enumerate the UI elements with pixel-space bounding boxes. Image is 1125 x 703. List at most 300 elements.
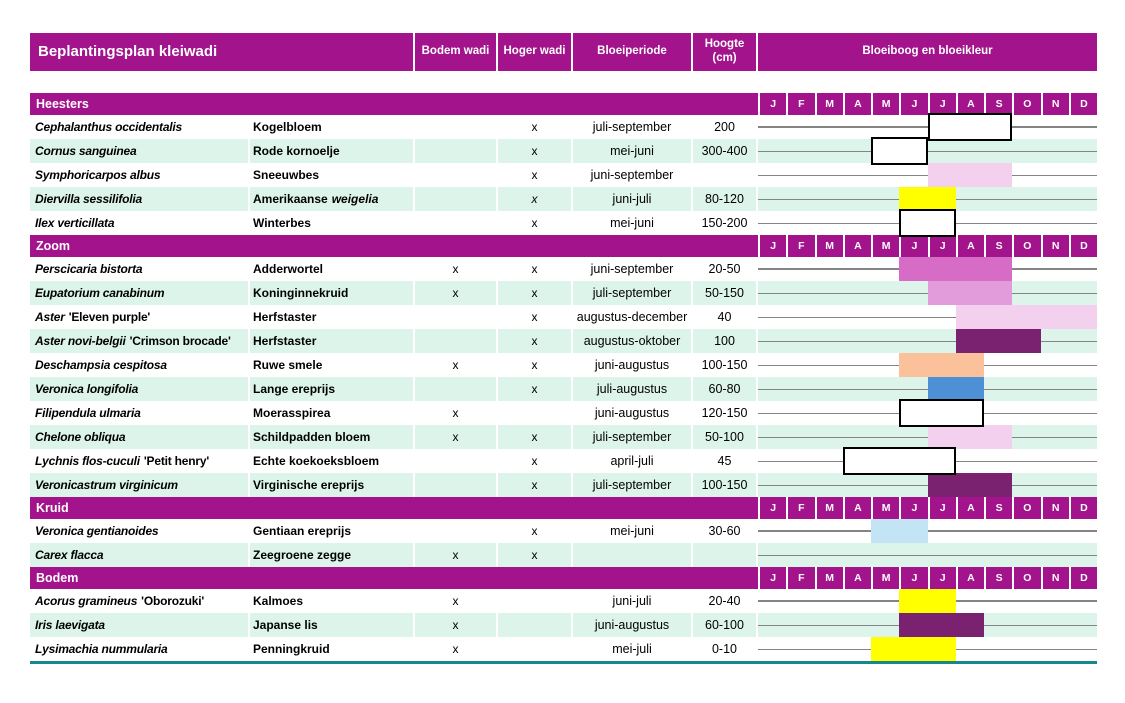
month-cell (787, 199, 815, 200)
hoogte-cell: 80-120 (693, 187, 758, 211)
month-cell (844, 293, 872, 294)
month-cell (758, 341, 787, 342)
common-name-cell (250, 281, 415, 305)
month-cell (1013, 389, 1041, 390)
bloom-bar (956, 329, 1041, 353)
month-grid (758, 163, 1097, 187)
month-header-cell: F (786, 497, 814, 519)
hoogte-cell (693, 163, 758, 187)
month-cell (815, 461, 843, 462)
month-cell (928, 555, 956, 556)
month-cell (844, 126, 872, 128)
month-cell (844, 175, 872, 176)
month-cell (956, 461, 984, 462)
hoger-wadi-cell: x (498, 281, 573, 305)
month-cell (844, 413, 872, 414)
common-name: Ruwe smele (253, 358, 323, 372)
month-cell (900, 293, 928, 294)
bodem-wadi-cell (415, 377, 498, 401)
latin-name-cell (30, 353, 250, 377)
bodem-wadi-cell: x (415, 425, 498, 449)
section-title: Heesters (36, 97, 89, 111)
month-cell (758, 625, 787, 626)
bloom-bar (899, 613, 984, 637)
common-name: Herfstaster (253, 310, 317, 324)
month-cell (844, 151, 872, 152)
month-cell (815, 126, 843, 128)
common-name-cell (250, 257, 415, 281)
latin-name: Eupatorium canabinum (35, 286, 165, 300)
month-cell (758, 317, 787, 318)
month-cell (787, 600, 815, 602)
table-row (30, 449, 1097, 473)
hoger-wadi-cell (498, 589, 573, 613)
month-header-cell: F (786, 235, 814, 257)
bloeiperiode-cell: juli-september (573, 425, 693, 449)
table-row (30, 211, 1097, 235)
latin-name-cell (30, 637, 250, 661)
common-name-cell (250, 401, 415, 425)
month-cell (956, 199, 984, 200)
common-name: Koninginnekruid (253, 286, 349, 300)
common-name-cell (250, 637, 415, 661)
month-header-cell: A (843, 567, 871, 589)
cultivar-name: 'Oborozuki' (141, 594, 205, 608)
latin-name-cell (30, 425, 250, 449)
month-cell (1041, 555, 1069, 556)
month-cell (1069, 151, 1097, 152)
page-title: Beplantingsplan kleiwadi (30, 33, 415, 71)
common-name: Sneeuwbes (253, 168, 320, 182)
bloom-bar (899, 257, 1012, 281)
hoogte-cell: 100-150 (693, 473, 758, 497)
hoogte-cell (693, 543, 758, 567)
month-grid (758, 211, 1097, 235)
latin-name-cell (30, 401, 250, 425)
month-header-cell: N (1041, 567, 1069, 589)
month-cell (1013, 461, 1041, 462)
month-cell (984, 555, 1012, 556)
month-header-cell: M (815, 567, 843, 589)
month-cell (872, 365, 900, 366)
month-cell (1069, 389, 1097, 390)
table-row (30, 257, 1097, 281)
month-cell (787, 293, 815, 294)
bloom-bar (928, 163, 1013, 187)
month-cell (844, 365, 872, 366)
month-cell (815, 625, 843, 626)
bloom-bar (843, 447, 956, 475)
hoogte-cell: 120-150 (693, 401, 758, 425)
month-cell (758, 649, 787, 650)
table-row (30, 543, 1097, 567)
table-row (30, 329, 1097, 353)
month-header-cell: J (928, 235, 956, 257)
month-cell (815, 530, 843, 532)
common-name-italic: weigelia (331, 192, 379, 206)
hoger-wadi-cell: x (498, 139, 573, 163)
bloeiperiode-cell: juni-augustus (573, 353, 693, 377)
month-grid (758, 473, 1097, 497)
month-cell (1013, 485, 1041, 486)
month-cell (900, 389, 928, 390)
month-cell (1069, 126, 1097, 128)
bloeiperiode-cell: juli-september (573, 115, 693, 139)
month-cell (984, 413, 1012, 414)
month-header-cell: M (871, 497, 899, 519)
month-cell (844, 437, 872, 438)
common-name: Kogelbloem (253, 120, 322, 134)
month-header-cell: M (871, 235, 899, 257)
month-cell (758, 293, 787, 294)
hoger-wadi-cell: x (498, 187, 573, 211)
month-cell (844, 555, 872, 556)
month-cell (900, 555, 928, 556)
month-cell (872, 317, 900, 318)
table-row (30, 163, 1097, 187)
month-cell (1013, 625, 1041, 626)
bloeiperiode-cell: mei-juni (573, 519, 693, 543)
month-header-cell: M (871, 93, 899, 115)
month-grid (758, 543, 1097, 567)
latin-name-cell (30, 589, 250, 613)
column-header-hoger-wadi: Hoger wadi (498, 33, 573, 71)
common-name: Herfstaster (253, 334, 317, 348)
bloom-bar (899, 589, 956, 613)
month-cell (815, 151, 843, 152)
column-header-bodem-wadi: Bodem wadi (415, 33, 498, 71)
table-row (30, 473, 1097, 497)
month-cell (1013, 600, 1041, 602)
month-cell (1069, 600, 1097, 602)
month-header-cell: A (956, 497, 984, 519)
month-header-row (758, 497, 1097, 519)
section-header-zoom (30, 235, 1097, 257)
hoogte-cell: 20-40 (693, 589, 758, 613)
sections (30, 93, 1097, 661)
month-cell (1013, 413, 1041, 414)
bloom-bar (928, 113, 1013, 141)
latin-name: Perscicaria bistorta (35, 262, 143, 276)
hoger-wadi-cell: x (498, 543, 573, 567)
bloom-bar (871, 519, 928, 543)
latin-name-cell (30, 449, 250, 473)
bloeiperiode-cell: mei-juni (573, 211, 693, 235)
common-name-cell (250, 543, 415, 567)
month-cell (787, 437, 815, 438)
month-cell (1069, 437, 1097, 438)
month-header-cell: O (1012, 497, 1040, 519)
month-header-cell: J (928, 93, 956, 115)
month-cell (1041, 461, 1069, 462)
month-cell (815, 268, 843, 270)
common-name: Japanse lis (253, 618, 318, 632)
month-cell (787, 461, 815, 462)
month-cell (1041, 649, 1069, 650)
section-title: Bodem (36, 571, 79, 585)
latin-name: Veronica gentianoides (35, 524, 159, 538)
section-title: Zoom (36, 239, 71, 253)
hoogte-cell: 50-150 (693, 281, 758, 305)
month-cell (1013, 530, 1041, 532)
common-name-cell (250, 211, 415, 235)
month-cell (844, 530, 872, 532)
month-cell (787, 555, 815, 556)
month-cell (1041, 365, 1069, 366)
hoogte-cell: 60-100 (693, 613, 758, 637)
month-cell (872, 625, 900, 626)
bloom-bar (928, 425, 1013, 449)
table-row (30, 305, 1097, 329)
month-cell (872, 555, 900, 556)
month-cell (928, 530, 956, 532)
common-name-cell (250, 425, 415, 449)
bloeiperiode-cell: april-juli (573, 449, 693, 473)
month-header-cell: J (899, 567, 927, 589)
month-cell (1069, 341, 1097, 342)
month-cell (1013, 437, 1041, 438)
latin-name-cell (30, 257, 250, 281)
month-cell (844, 649, 872, 650)
month-cell (815, 293, 843, 294)
month-header-cell: N (1041, 235, 1069, 257)
month-cell (1069, 649, 1097, 650)
month-header-cell: N (1041, 497, 1069, 519)
month-cell (1013, 175, 1041, 176)
month-cell (1041, 341, 1069, 342)
month-cell (872, 293, 900, 294)
month-grid (758, 613, 1097, 637)
hoger-wadi-cell: x (498, 425, 573, 449)
month-cell (1069, 485, 1097, 486)
hoogte-cell: 40 (693, 305, 758, 329)
latin-name-cell (30, 543, 250, 567)
month-grid (758, 139, 1097, 163)
month-cell (956, 600, 984, 602)
month-header-cell: D (1069, 235, 1097, 257)
hoogte-cell: 0-10 (693, 637, 758, 661)
month-cell (758, 389, 787, 390)
month-cell (900, 126, 928, 128)
month-cell (1069, 461, 1097, 462)
month-cell (872, 223, 900, 224)
hoger-wadi-cell: x (498, 211, 573, 235)
bodem-wadi-cell (415, 139, 498, 163)
bloeiperiode-cell: juli-augustus (573, 377, 693, 401)
month-cell (984, 389, 1012, 390)
month-header-cell: S (984, 93, 1012, 115)
month-grid (758, 115, 1097, 139)
latin-name-cell (30, 473, 250, 497)
month-cell (758, 555, 787, 556)
month-cell (1041, 485, 1069, 486)
month-cell (900, 175, 928, 176)
month-cell (787, 317, 815, 318)
month-cell (928, 317, 956, 318)
common-name-cell (250, 329, 415, 353)
main-header-row (30, 33, 1097, 71)
month-cell (787, 530, 815, 532)
bloeiperiode-cell: juni-september (573, 163, 693, 187)
month-header-cell: M (871, 567, 899, 589)
table-row (30, 115, 1097, 139)
hoogte-cell: 50-100 (693, 425, 758, 449)
month-cell (872, 437, 900, 438)
bloom-bar (899, 209, 956, 237)
month-header-cell: J (899, 93, 927, 115)
hoger-wadi-cell: x (498, 257, 573, 281)
hoger-wadi-cell (498, 637, 573, 661)
bloeiperiode-cell: mei-juni (573, 139, 693, 163)
table-row (30, 401, 1097, 425)
month-cell (758, 151, 787, 152)
table-row (30, 637, 1097, 661)
common-name: Schildpadden bloem (253, 430, 371, 444)
bodem-wadi-cell (415, 163, 498, 187)
common-name: Virginische ereprijs (253, 478, 365, 492)
hoogte-cell: 45 (693, 449, 758, 473)
month-cell (844, 341, 872, 342)
bloeiperiode-cell: juni-augustus (573, 613, 693, 637)
table-bottom-border (30, 661, 1097, 664)
bodem-wadi-cell (415, 473, 498, 497)
month-cell (872, 485, 900, 486)
month-cell (787, 413, 815, 414)
hoogte-cell: 200 (693, 115, 758, 139)
common-name: Gentiaan ereprijs (253, 524, 352, 538)
bodem-wadi-cell: x (415, 257, 498, 281)
table-row (30, 425, 1097, 449)
month-cell (900, 317, 928, 318)
month-cell (815, 341, 843, 342)
month-cell (872, 413, 900, 414)
section-title: Kruid (36, 501, 69, 515)
bloeiperiode-cell: augustus-oktober (573, 329, 693, 353)
month-cell (1069, 199, 1097, 200)
month-header-cell: J (899, 235, 927, 257)
bodem-wadi-cell: x (415, 637, 498, 661)
bloeiperiode-cell: juni-september (573, 257, 693, 281)
month-cell (1041, 530, 1069, 532)
month-cell (787, 389, 815, 390)
column-header-hoogte: Hoogte (cm) (693, 33, 758, 71)
month-cell (787, 625, 815, 626)
month-header-cell: D (1069, 497, 1097, 519)
latin-name: Lychnis flos-cuculi (35, 454, 140, 468)
hoger-wadi-cell: x (498, 519, 573, 543)
common-name-cell (250, 473, 415, 497)
month-header-row (758, 235, 1097, 257)
common-name-cell (250, 115, 415, 139)
month-header-cell: J (928, 567, 956, 589)
month-cell (1041, 151, 1069, 152)
hoger-wadi-cell: x (498, 163, 573, 187)
month-header-cell: N (1041, 93, 1069, 115)
month-cell (984, 530, 1012, 532)
month-cell (1041, 413, 1069, 414)
month-header-cell: M (815, 93, 843, 115)
common-name-cell (250, 139, 415, 163)
month-cell (984, 600, 1012, 602)
month-cell (1041, 600, 1069, 602)
common-name-cell (250, 613, 415, 637)
bloom-bar (928, 377, 985, 401)
bloom-bar (871, 137, 928, 165)
month-cell (928, 151, 956, 152)
bloeiperiode-cell: juni-juli (573, 187, 693, 211)
bloeiperiode-cell: juni-juli (573, 589, 693, 613)
latin-name-cell (30, 115, 250, 139)
bodem-wadi-cell (415, 187, 498, 211)
latin-name-cell (30, 305, 250, 329)
table-row (30, 139, 1097, 163)
cultivar-name: 'Eleven purple' (68, 310, 151, 324)
bodem-wadi-cell (415, 211, 498, 235)
latin-name-cell (30, 613, 250, 637)
bodem-wadi-cell: x (415, 281, 498, 305)
latin-name: Cephalanthus occidentalis (35, 120, 183, 134)
month-cell (984, 151, 1012, 152)
month-cell (984, 625, 1012, 626)
latin-name: Carex flacca (35, 548, 104, 562)
month-cell (1041, 389, 1069, 390)
month-cell (787, 341, 815, 342)
month-cell (787, 485, 815, 486)
bodem-wadi-cell: x (415, 401, 498, 425)
month-grid (758, 305, 1097, 329)
month-cell (844, 389, 872, 390)
month-cell (872, 389, 900, 390)
month-header-cell: A (843, 235, 871, 257)
bloom-bar (956, 305, 1097, 329)
month-cell (787, 649, 815, 650)
month-cell (956, 151, 984, 152)
month-cell (844, 600, 872, 602)
month-cell (1013, 649, 1041, 650)
common-name: Adderwortel (253, 262, 324, 276)
month-header-cell: F (786, 93, 814, 115)
table-row (30, 281, 1097, 305)
month-header-cell: S (984, 235, 1012, 257)
month-cell (815, 389, 843, 390)
hoger-wadi-cell: x (498, 329, 573, 353)
table-row (30, 377, 1097, 401)
month-cell (758, 365, 787, 366)
cultivar-name: 'Crimson brocade' (129, 334, 231, 348)
latin-name-cell (30, 377, 250, 401)
common-name-cell (250, 305, 415, 329)
bodem-wadi-cell (415, 115, 498, 139)
common-name: Zeegroene zegge (253, 548, 352, 562)
month-header-cell: O (1012, 567, 1040, 589)
month-cell (815, 485, 843, 486)
month-cell (1013, 199, 1041, 200)
month-cell (1041, 293, 1069, 294)
bloeiperiode-cell: augustus-december (573, 305, 693, 329)
month-header-cell: A (956, 93, 984, 115)
month-cell (787, 223, 815, 224)
month-cell (815, 649, 843, 650)
header-gap (30, 71, 1097, 93)
month-header-cell: J (928, 497, 956, 519)
month-cell (1013, 268, 1041, 270)
month-header-cell: J (899, 497, 927, 519)
table-row (30, 187, 1097, 211)
month-cell (844, 317, 872, 318)
month-header-row (758, 93, 1097, 115)
month-header-cell: A (956, 567, 984, 589)
bloeiperiode-cell: mei-juli (573, 637, 693, 661)
